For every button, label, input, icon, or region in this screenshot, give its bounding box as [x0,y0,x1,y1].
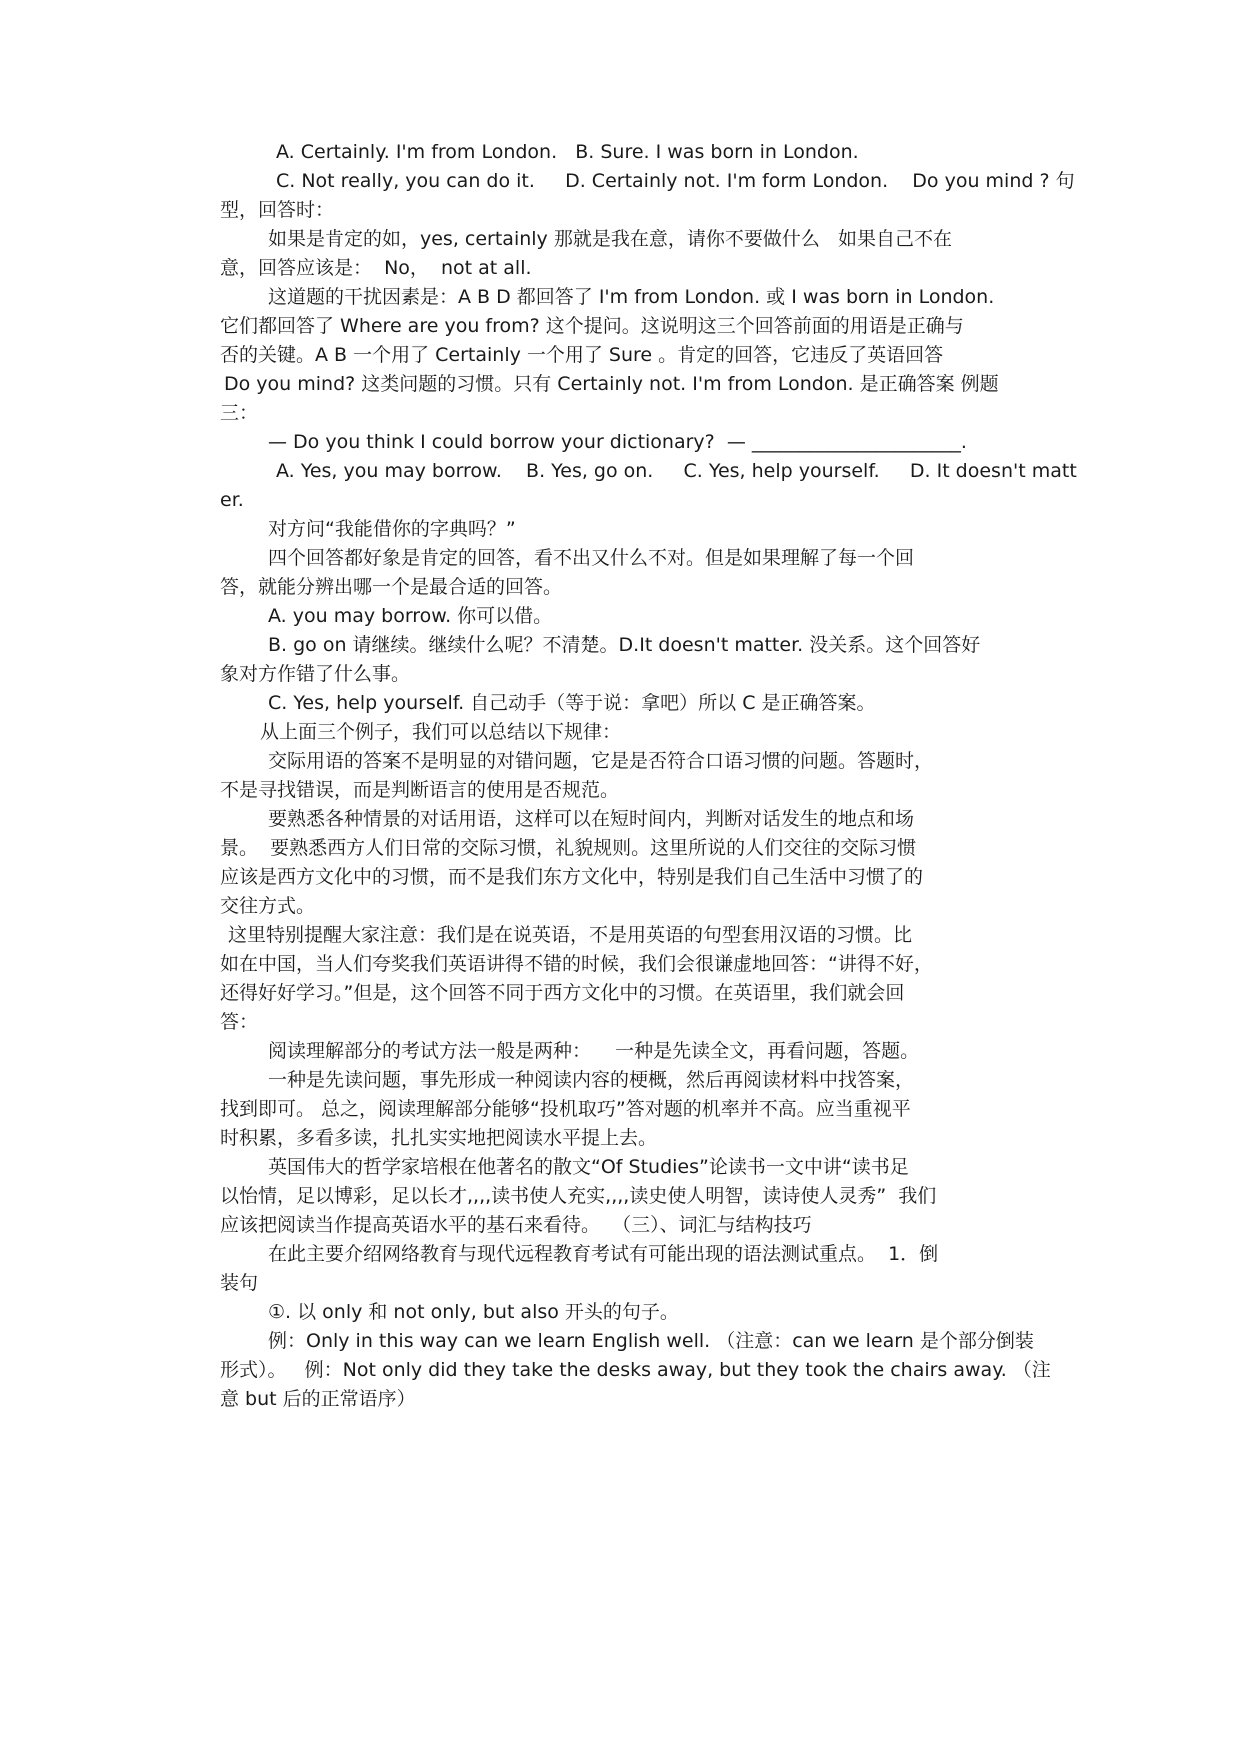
text-line: ①. 以 only 和 not only, but also 开头的句子。 [268,1301,679,1323]
text-line: 如在中国，当人们夸奖我们英语讲得不错的时候，我们会很谦虚地回答：“讲得不好， [220,953,933,975]
text-line: 以怡情，足以博彩，足以长才,,,,读书使人充实,,,,读史使人明智，读诗使人灵秀” 我们 [220,1185,937,1207]
text-line: 要熟悉各种情景的对话用语，这样可以在短时间内，判断对话发生的地点和场 [268,808,915,830]
text-line: A. Yes, you may borrow. B. Yes, go on. C. Yes, help yourself. D. It doesn't matt [276,460,1077,482]
text-line: 四个回答都好象是肯定的回答，看不出又什么不对。但是如果理解了每一个回 [268,547,915,569]
text-line: — Do you think I could borrow your dictionary? — ______________________. [268,431,967,453]
text-line: 英国伟大的哲学家培根在他著名的散文“Of Studies”论读书一文中讲“读书足 [268,1156,909,1178]
text-line: B. go on 请继续。继续什么呢？不清楚。D.It doesn't matter. 没关系。这个回答好 [268,634,981,656]
text-line: C. Yes, help yourself. 自己动手（等于说：拿吧）所以 C 是正确答案。 [268,692,876,714]
text-line: 找到即可。 总之，阅读理解部分能够“投机取巧”答对题的机率并不高。应当重视平 [220,1098,911,1120]
text-line: 交往方式。 [220,895,316,917]
text-line: 应该是西方文化中的习惯，而不是我们东方文化中，特别是我们自己生活中习惯了的 [220,866,924,888]
text-line: 形式）。 例：Not only did they take the desks away, but they took the chairs away. （注 [220,1359,1051,1381]
text-line: 这里特别提醒大家注意：我们是在说英语，不是用英语的句型套用汉语的习惯。比 [228,924,913,946]
text-line: 型，回答时： [220,199,335,221]
text-line: A. you may borrow. 你可以借。 [268,605,553,627]
text-line: 在此主要介绍网络教育与现代远程教育考试有可能出现的语法测试重点。 1．倒 [268,1243,939,1265]
text-line: 应该把阅读当作提高英语水平的基石来看待。 （三）、词汇与结构技巧 [220,1214,812,1236]
text-line: 装句 [220,1272,259,1294]
text-line: 意，回答应该是： No， not at all. [220,257,532,279]
text-line: 它们都回答了 Where are you from? 这个提问。这说明这三个回答前面的用语是正确与 [220,315,964,337]
text-line: 交际用语的答案不是明显的对错问题，它是是否符合口语习惯的问题。答题时， [268,750,934,772]
text-line: er. [220,489,244,511]
text-line: 三： [220,402,259,424]
text-line: 阅读理解部分的考试方法一般是两种： 一种是先读全文，再看问题，答题。 [268,1040,920,1062]
text-line: 象对方作错了什么事。 [220,663,411,685]
text-line: 从上面三个例子，我们可以总结以下规律： [260,721,622,743]
text-line: A. Certainly. I'm from London. B. Sure. I was born in London. [276,141,859,163]
text-line: 否的关键。A B 一个用了 Certainly 一个用了 Sure 。肯定的回答，它违反了英语回答 [220,344,944,366]
text-line: 例：Only in this way can we learn English well. （注意：can we learn 是个部分倒装 [268,1330,1034,1352]
text-line: Do you mind? 这类问题的习惯。只有 Certainly not. I'm from London. 是正确答案 例题 [224,373,999,395]
text-line: 意 but 后的正常语序） [220,1388,416,1410]
text-line: 不是寻找错误，而是判断语言的使用是否规范。 [220,779,620,801]
text-line: 还得好好学习。”但是，这个回答不同于西方文化中的习惯。在英语里，我们就会回 [220,982,905,1004]
text-line: 时积累，多看多读，扎扎实实地把阅读水平提上去。 [220,1127,658,1149]
text-line: 如果是肯定的如，yes, certainly 那就是我在意，请你不要做什么 如果自己不在 [268,228,952,250]
text-line: 答，就能分辨出哪一个是最合适的回答。 [220,576,563,598]
text-line: 答： [220,1011,259,1033]
text-line: 景。 要熟悉西方人们日常的交际习惯，礼貌规则。这里所说的人们交往的交际习惯 [220,837,917,859]
text-line: 对方问“我能借你的字典吗？” [268,518,516,540]
text-line: 一种是先读问题，事先形成一种阅读内容的梗概，然后再阅读材料中找答案， [268,1069,915,1091]
text-line: 这道题的干扰因素是：A B D 都回答了 I'm from London. 或 I was born in London. [268,286,995,308]
text-line: C. Not really, you can do it. D. Certainly not. I'm form London. Do you mind ? 句 [276,170,1075,192]
